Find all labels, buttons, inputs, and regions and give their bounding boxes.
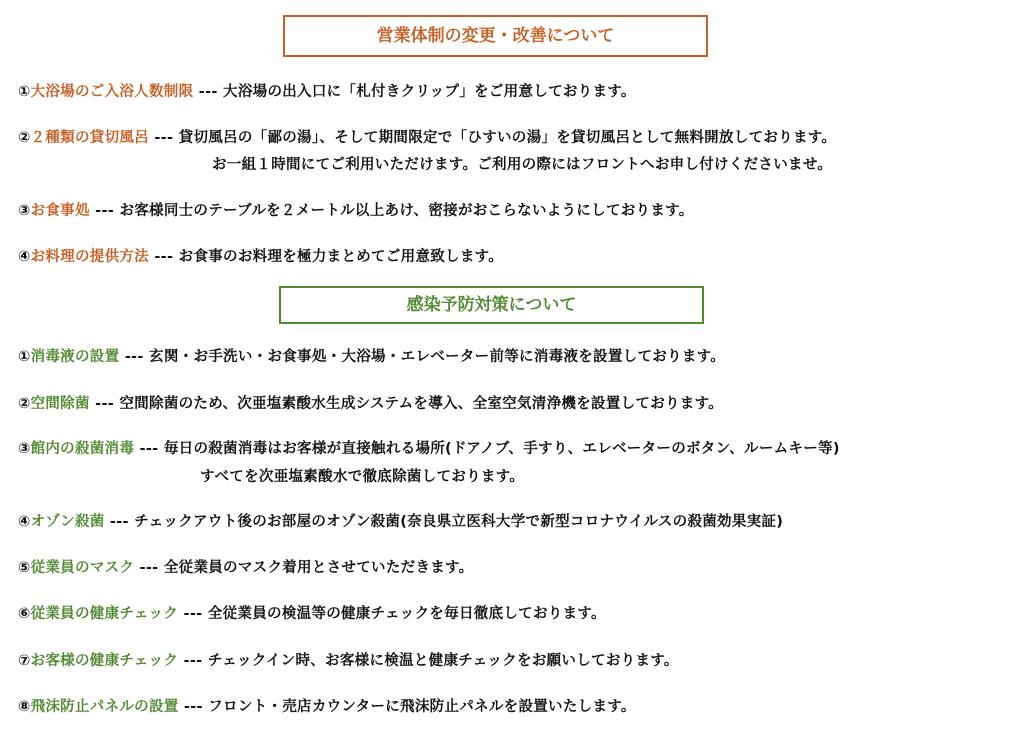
item-separator: ---: [134, 441, 164, 457]
item-number: ①: [18, 84, 31, 100]
item-number: ③: [18, 203, 31, 219]
item-label: お食事処: [30, 203, 90, 219]
item-number: ⑦: [18, 653, 31, 669]
item-label: お料理の提供方法: [30, 249, 149, 265]
section-title-infection-control: 感染予防対策について: [279, 286, 704, 324]
item-number: ③: [18, 441, 31, 457]
item-number: ⑤: [18, 560, 31, 576]
item-number: ⑧: [18, 699, 31, 715]
item-separator: ---: [148, 130, 179, 146]
list-item-meal-service: [18, 245, 503, 266]
list-item-private-bath: [18, 126, 836, 147]
list-item-dining: [18, 199, 694, 220]
item-label: 従業員の健康チェック: [30, 606, 179, 622]
item-number: ②: [18, 396, 31, 412]
list-item-staff-health: [18, 602, 606, 623]
item-number: ④: [18, 249, 31, 265]
item-text: チェックイン時、お客様に検温と健康チェックをお願いしております。: [207, 653, 679, 669]
list-item-ozone: [18, 510, 783, 531]
item-text-continuation: お一組１時間にてご利用いただけます。ご利用の際にはフロントへお申し付けくださいませ。: [212, 157, 833, 173]
item-text: 空間除菌のため、次亜塩素酸水生成システムを導入、全室空気清浄機を設置しております。: [119, 396, 724, 412]
item-separator: ---: [193, 84, 224, 100]
item-label: 消毒液の設置: [30, 349, 120, 365]
item-separator: ---: [178, 653, 208, 669]
item-label: 館内の殺菌消毒: [30, 441, 135, 457]
item-label: 飛沫防止パネルの設置: [30, 699, 179, 715]
item-separator: ---: [134, 560, 164, 576]
item-label: 空間除菌: [30, 396, 90, 412]
item-text: チェックアウト後のお部屋のオゾン殺菌(奈良県立医科大学で新型コロナウイルスの殺菌効果実証): [134, 514, 784, 530]
item-separator: ---: [89, 396, 120, 412]
item-label: ２種類の貸切風呂: [30, 130, 149, 146]
list-item-bath-limit: [18, 80, 636, 101]
item-label: 大浴場のご入浴人数制限: [30, 84, 194, 100]
item-label: お客様の健康チェック: [30, 653, 179, 669]
item-label: 従業員のマスク: [30, 560, 135, 576]
item-number: ④: [18, 514, 31, 530]
section-title-business: 営業体制の変更・改善について: [283, 15, 708, 57]
item-number: ①: [18, 349, 31, 365]
list-item-splash-panel: [18, 695, 636, 716]
item-text: 玄関・お手洗い・お食事処・大浴場・エレベーター前等に消毒液を設置しております。: [149, 349, 726, 365]
item-label: オゾン殺菌: [30, 514, 105, 530]
list-item-disinfectant: [18, 345, 725, 366]
item-separator: ---: [178, 606, 208, 622]
item-separator: ---: [104, 514, 135, 530]
item-text: 全従業員の検温等の健康チェックを毎日徹底しております。: [207, 606, 606, 622]
item-text: 大浴場の出入口に「札付きクリップ」をご用意しております。: [223, 84, 636, 100]
item-number: ⑥: [18, 606, 31, 622]
item-text: お客様同士のテーブルを２メートル以上あけ、密接がおこらないようにしております。: [119, 203, 694, 219]
item-separator: ---: [89, 203, 120, 219]
list-item-guest-health: [18, 649, 679, 670]
item-separator: ---: [178, 699, 209, 715]
list-item-facility-disinfection: [18, 437, 840, 458]
item-separator: ---: [119, 349, 150, 365]
item-number: ②: [18, 130, 31, 146]
item-text: 全従業員のマスク着用とさせていただきます。: [163, 560, 474, 576]
list-item-air-sterilization: [18, 392, 723, 413]
item-text-continuation: すべてを次亜塩素酸水で徹底除菌しております。: [200, 469, 525, 485]
list-item-staff-masks: [18, 556, 473, 577]
item-text: フロント・売店カウンターに飛沫防止パネルを設置いたします。: [208, 699, 636, 715]
item-separator: ---: [148, 249, 179, 265]
item-text: 毎日の殺菌消毒はお客様が直接触れる場所(ドアノブ、手すり、エレベーターのボタン、ルームキー等): [163, 441, 840, 457]
item-text: 貸切風呂の「鄙の湯」、そして期間限定で「ひすいの湯」を貸切風呂として無料開放しております。: [178, 130, 837, 146]
item-text: お食事のお料理を極力まとめてご用意致します。: [178, 249, 504, 265]
